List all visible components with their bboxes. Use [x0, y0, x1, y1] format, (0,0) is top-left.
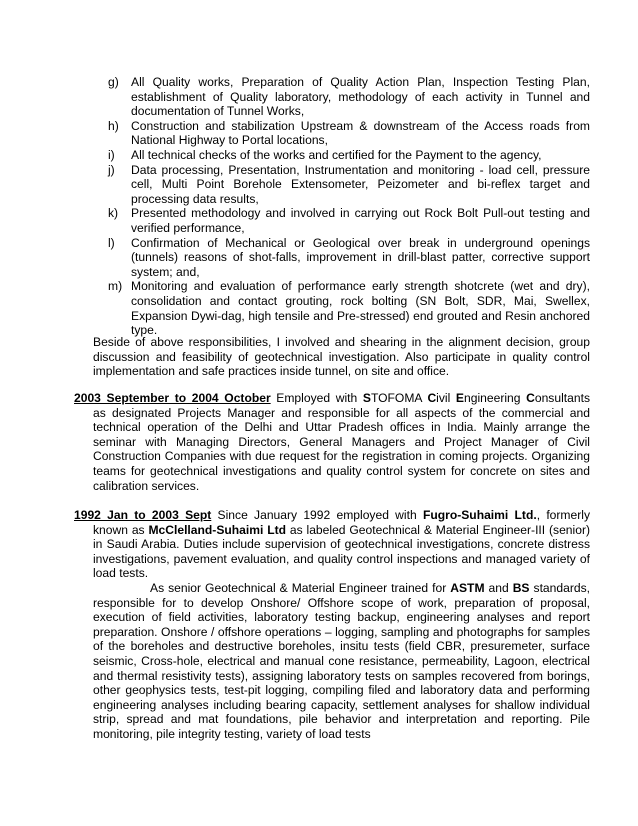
- list-item: [108, 163, 590, 207]
- list-marker: g): [108, 75, 119, 89]
- body-text: as labeled Geotechnical & Material Engineer-III (senior) in Saudi Arabia. Duties include supervision of geotechnical investigations, concrete distress investigations, pavement evaluation, and quality control inspections and managed variety of load tests.: [93, 522, 590, 581]
- section-lead: Since January 1992 employed with: [211, 508, 423, 522]
- list-item-text: Data processing, Presentation, Instrumentation and monitoring - load cell, pressure cell, Multi Point Borehole Extensometer, Peizometer and bi-reflex target and processing data results,: [131, 162, 590, 206]
- company-part: ivil: [436, 391, 456, 405]
- responsibility-list: [108, 75, 590, 338]
- section-2003-2004: [74, 391, 590, 493]
- list-item-text: All Quality works, Preparation of Quality Action Plan, Inspection Testing Plan, establishment of Quality laboratory, methodology of each activity in Tunnel and documentation of Tunnel Works,: [131, 75, 590, 119]
- former-company-name: McClelland-Suhaimi Ltd: [148, 522, 287, 537]
- list-item-text: All technical checks of the works and certified for the Payment to the agency,: [131, 147, 542, 162]
- beside-paragraph: Beside of above responsibilities, I involved and shearing in the alignment decision, group discussion and feasibility of geotechnical investigation. Also participate in quality control implementation and safe practices inside tunnel, on site and office.: [93, 335, 590, 379]
- section-body: responsible for to develop Onshore/ Offshore scope of work, preparation of proposal, execution of field activities, laboratory testing backup, engineering analyses and report preparation. Onshore / offshore operations – logging, sampling and photographs for samples of the boreholes and destructive boreholes, insitu tests (field CBR, presuremeter, surface seismic, Cross-hole, electrical and manual cone resistance, permeability, Lagoon, electrical and thermal resistivity tests), assigning laboratory tests on samples recovered from borings, other geophysics tests, test-pit logging, compiling filed and laboratory data and performing engineering analyses including bearing capacity, settlement analyses for shallow individual strip, spread and mat foundations, pile behavior and interpretation and reporting. Pile monitoring, pile integrity testing, variety of load tests: [93, 595, 590, 741]
- company-initial: C: [526, 391, 535, 405]
- company-part: ngineering: [464, 391, 527, 405]
- list-marker: k): [108, 206, 119, 221]
- list-marker: l): [108, 235, 115, 250]
- section-heading-line: [74, 508, 590, 523]
- list-item: [108, 206, 590, 235]
- section-lead-end: , formerly: [536, 508, 590, 522]
- list-item: [108, 236, 590, 280]
- list-item: [108, 279, 590, 337]
- list-item-text: Monitoring and evaluation of performance early strength shotcrete (wet and dry), consolidation and contact grouting, rock bolting (SN Bolt, SDR, Mai, Swellex, Expansion Dywi-dag, high tensile and Pre-stressed) end grouted and Resin anchored type.: [131, 279, 590, 338]
- list-item-text: Presented methodology and involved in carrying out Rock Bolt Pull-out testing and verified performance,: [131, 206, 590, 235]
- list-item: [108, 148, 590, 163]
- body-text: and: [484, 580, 513, 595]
- list-item: [108, 75, 590, 119]
- body-text: standards,: [529, 580, 590, 595]
- paragraph-lead-line: [74, 581, 590, 596]
- section-heading-line: [74, 391, 590, 406]
- section-1992-2003: [74, 508, 590, 742]
- section-lead: Employed with: [270, 391, 363, 405]
- list-marker: m): [108, 279, 123, 294]
- list-item-text: Construction and stabilization Upstream & downstream of the Access roads from National Highway to Portal locations,: [131, 118, 590, 148]
- list-marker: j): [108, 162, 115, 177]
- section-body: as designated Projects Manager and responsible for all aspects of the commercial and technical operation of the Delhi and Uttar Pradesh offices in India. Mainly arrange the seminar with Managing Directors, General Managers and Project Manager of Civil Construction Companies with due request for the registration in coming projects. Organizing teams for geotechnical investigations and quality control system for concrete on sites and calibration services.: [93, 405, 590, 493]
- company-part: onsultants: [534, 391, 590, 405]
- period-heading: 2003 September to 2004 October: [74, 391, 271, 405]
- list-marker: i): [108, 147, 115, 162]
- period-heading: 1992 Jan to 2003 Sept: [74, 508, 212, 522]
- section-body: [74, 523, 590, 581]
- bs-label: BS: [512, 580, 530, 595]
- company-initial: E: [455, 391, 464, 405]
- list-item-text: Confirmation of Mechanical or Geological over break in underground openings (tunnels) reasons of shot-falls, improvement in drill-blast patter, corrective support system; and,: [131, 235, 590, 279]
- company-name: Fugro-Suhaimi Ltd.: [422, 508, 537, 522]
- body-text: As senior Geotechnical & Material Engineer trained for: [150, 580, 451, 595]
- company-initial: S: [362, 391, 371, 405]
- list-item: [108, 119, 590, 148]
- company-part: TOFOMA: [370, 391, 428, 405]
- list-marker: h): [108, 118, 119, 133]
- company-initial: C: [427, 391, 437, 405]
- body-text: known as: [93, 522, 149, 537]
- astm-label: ASTM: [450, 580, 485, 595]
